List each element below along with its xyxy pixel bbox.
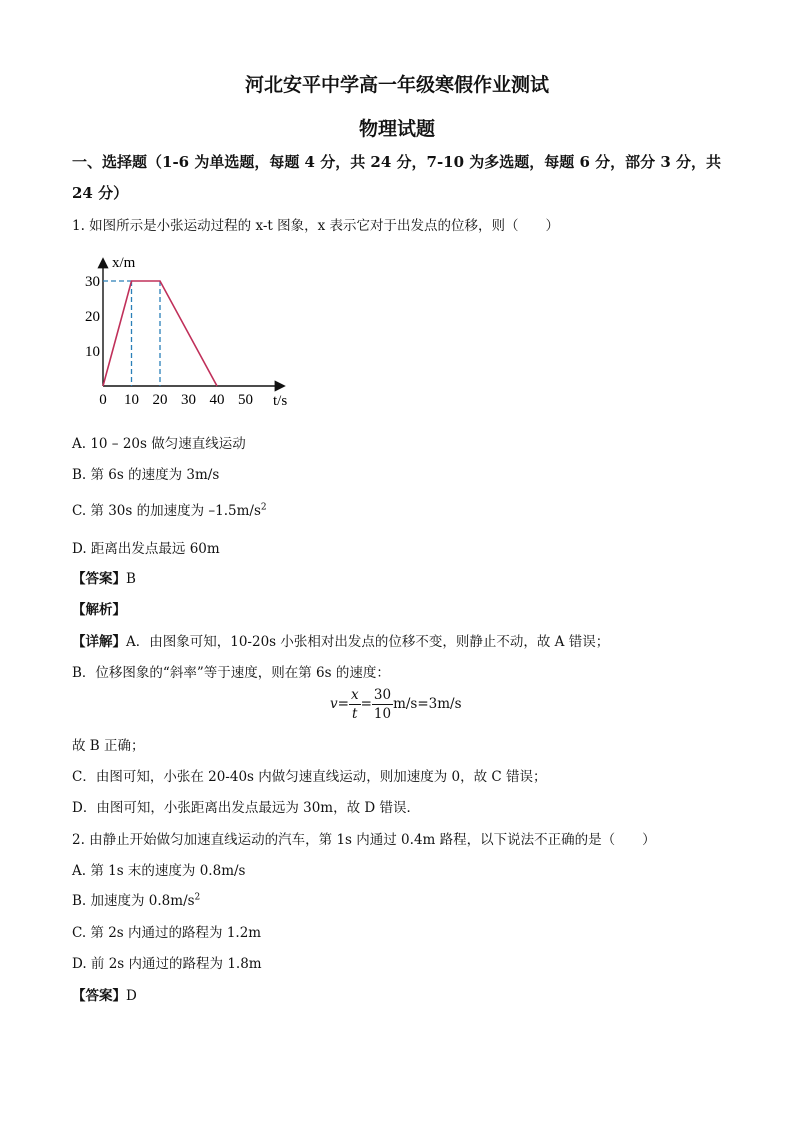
x-tick-label: 0 [99, 392, 107, 408]
y-tick-label: 30 [85, 274, 100, 290]
page-title: 河北安平中学高一年级寒假作业测试 [244, 74, 549, 96]
formula [330, 686, 462, 723]
x-axis-label: t/s [273, 393, 288, 409]
q1-option-c-text: C. 第 30s 的加速度为 –1.5m/s [72, 503, 261, 519]
formula-frac-xt [349, 686, 361, 723]
detail-label: 【详解】 [72, 634, 126, 650]
formula-den: 10 [373, 706, 392, 722]
q1-stem: 1. 如图所示是小张运动过程的 x-t 图象，x 表示它对于出发点的位移，则（ ） [72, 218, 560, 234]
x-tick-label: 10 [124, 392, 139, 408]
formula-frac-num [372, 686, 393, 723]
q1-option-c [72, 499, 267, 519]
section-heading-line2: 24 分） [72, 184, 129, 202]
q1-answer [72, 567, 136, 587]
y-tick-label: 20 [85, 309, 100, 325]
answer-label: 【答案】 [72, 571, 126, 587]
detail-c: C．由图可知，小张在 20-40s 内做匀速直线运动，则加速度为 0，故 C 错误； [72, 769, 547, 785]
x-tick-label: 30 [181, 392, 196, 408]
q2-stem: 2. 由静止开始做匀加速直线运动的汽车，第 1s 内通过 0.4m 路程，以下说法不正确的是（ ） [72, 832, 656, 848]
q2-option-b-sup: 2 [194, 892, 201, 903]
formula-x: x [350, 687, 359, 703]
section-heading-line1: 一、选择题（1-6 为单选题，每题 4 分，共 24 分，7-10 为多选题，每题 6 分，部分 3 分，共 [72, 153, 722, 171]
formula-eq: = [360, 696, 372, 712]
detail-a-text: A．由图象可知，10-20s 小张相对出发点的位移不变，则静止不动，故 A 错误； [126, 634, 610, 650]
q2-option-d: D. 前 2s 内通过的路程为 1.8m [72, 956, 262, 972]
detail-d: D．由图可知，小张距离出发点最远为 30m，故 D 错误． [72, 800, 421, 816]
q2-answer [72, 984, 137, 1004]
x-tick-label: 20 [152, 392, 168, 408]
q1-option-c-sup: 2 [260, 502, 267, 513]
y-axis-label: x/m [112, 255, 136, 271]
q1-option-d: D. 距离出发点最远 60m [72, 541, 220, 557]
formula-rest: m/s=3m/s [393, 696, 462, 712]
formula-num: 30 [373, 687, 392, 703]
q2-option-b [72, 889, 200, 909]
q1-option-b: B. 第 6s 的速度为 3m/s [72, 467, 220, 483]
q2-option-a: A. 第 1s 末的速度为 0.8m/s [72, 863, 246, 879]
q2-option-b-text: B. 加速度为 0.8m/s [72, 893, 195, 909]
answer-value: B [126, 571, 136, 587]
q2-option-c: C. 第 2s 内通过的路程为 1.2m [72, 925, 262, 941]
x-tick-label: 50 [238, 392, 253, 408]
xt-chart [72, 250, 312, 415]
formula-v: v= [330, 696, 349, 712]
detail-b2: 故 B 正确； [72, 738, 145, 754]
q2-answer-label: 【答案】 [72, 988, 126, 1004]
y-tick-label: 10 [85, 344, 100, 360]
q1-option-a: A. 10 – 20s 做匀速直线运动 [72, 436, 246, 452]
formula-t: t [352, 706, 358, 722]
page-subtitle: 物理试题 [358, 118, 435, 140]
detail-b: B．位移图象的“斜率”等于速度，则在第 6s 的速度： [72, 665, 390, 681]
x-tick-label: 40 [209, 392, 225, 408]
analysis-label: 【解析】 [72, 602, 126, 618]
detail-a [72, 630, 609, 650]
q2-answer-value: D [126, 988, 137, 1004]
